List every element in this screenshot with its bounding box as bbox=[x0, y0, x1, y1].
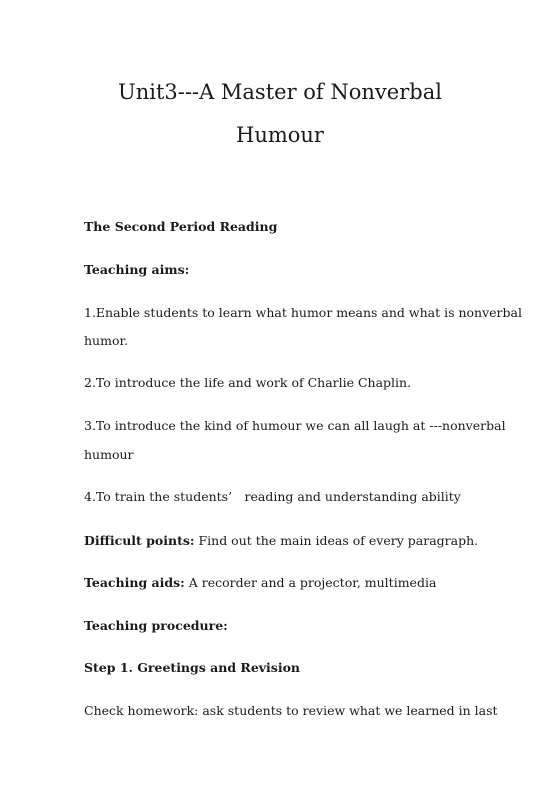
document-title-line-2: Humour bbox=[236, 123, 324, 147]
teaching-procedure-heading: Teaching procedure: bbox=[84, 618, 228, 633]
aim-2: 2.To introduce the life and work of Charlie Chaplin. bbox=[84, 375, 412, 390]
teaching-aims-heading: Teaching aims: bbox=[84, 262, 190, 277]
teaching-aids-text: A recorder and a projector, multimedia bbox=[184, 575, 437, 590]
aim-4: 4.To train the students’ reading and understanding ability bbox=[84, 489, 461, 504]
difficult-points-text: Find out the main ideas of every paragraph. bbox=[194, 533, 479, 548]
difficult-points-label: Difficult points: bbox=[84, 533, 195, 548]
teaching-aids-label: Teaching aids: bbox=[84, 575, 185, 590]
teaching-aids bbox=[84, 577, 484, 590]
aim-1-line-2: humor. bbox=[84, 333, 129, 348]
aim-3-line-2: humour bbox=[84, 447, 134, 462]
step-1-text: Check homework: ask students to review what we learned in last bbox=[84, 703, 498, 718]
difficult-points bbox=[84, 535, 484, 548]
step-1-heading: Step 1. Greetings and Revision bbox=[84, 660, 300, 675]
aim-3-line-1: 3.To introduce the kind of humour we can all laugh at ---nonverbal bbox=[84, 418, 506, 433]
aim-1-line-1: 1.Enable students to learn what humor means and what is nonverbal bbox=[84, 305, 522, 320]
period-heading: The Second Period Reading bbox=[84, 219, 278, 234]
document-title-line-1: Unit3---A Master of Nonverbal bbox=[118, 80, 442, 104]
